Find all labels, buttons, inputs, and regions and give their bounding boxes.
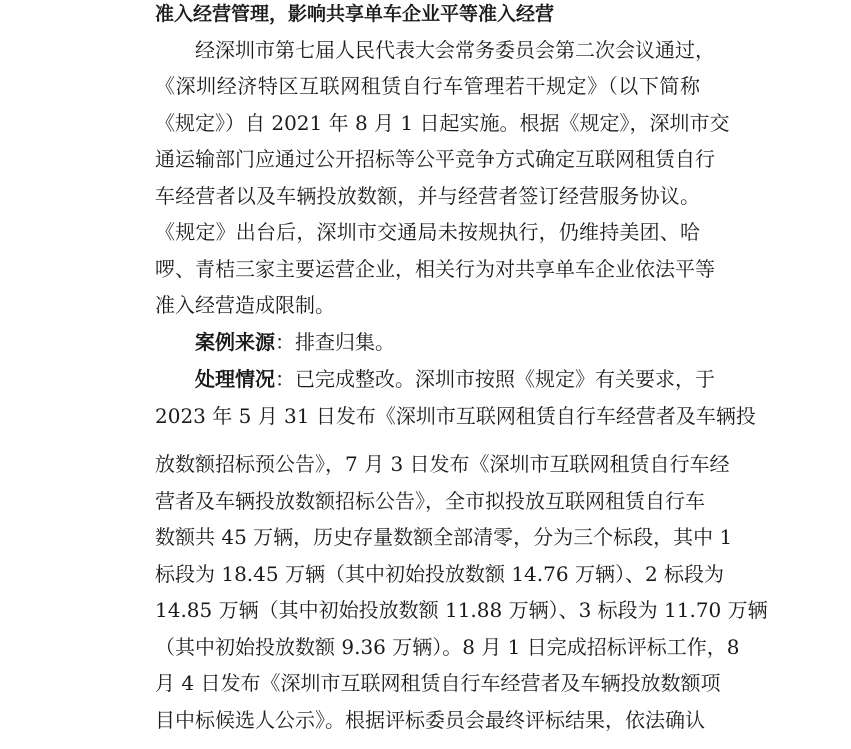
paragraph-line: 标段为 18.45 万辆（其中初始投放数额 14.76 万辆）、2 标段为 [155, 562, 725, 586]
case-source-text: ：排查归集。 [275, 330, 395, 354]
handling-label: 处理情况 [195, 367, 275, 391]
handling-first-line [195, 367, 715, 391]
case-source-label: 案例来源 [195, 330, 275, 354]
paragraph-line: 啰、青桔三家主要运营企业，相关行为对共享单车企业依法平等 [155, 257, 715, 281]
paragraph-line: 通运输部门应通过公开招标等公平竞争方式确定互联网租赁自行 [155, 147, 715, 171]
paragraph-line: 准入经营造成限制。 [155, 293, 335, 317]
handling-first-line-text: ：已完成整改。深圳市按照《规定》有关要求，于 [275, 367, 715, 391]
paragraph-line: 《深圳经济特区互联网租赁自行车管理若干规定》（以下简称 [155, 74, 700, 98]
paragraph-line: 数额共 45 万辆，历史存量数额全部清零，分为三个标段，其中 1 [155, 525, 733, 549]
paragraph-line: 月 4 日发布《深圳市互联网租赁自行车经营者及车辆投放数额项 [155, 671, 721, 695]
paragraph-line: 车经营者以及车辆投放数额，并与经营者签订经营服务协议。 [155, 184, 700, 208]
paragraph-line: 14.85 万辆（其中初始投放数额 11.88 万辆）、3 标段为 11.70 万辆 [155, 598, 768, 622]
paragraph-line: 《规定》）自 2021 年 8 月 1 日起实施。根据《规定》，深圳市交 [155, 111, 730, 135]
paragraph-line: 经深圳市第七届人民代表大会常务委员会第二次会议通过， [195, 38, 715, 62]
paragraph-line: 2023 年 5 月 31 日发布《深圳市互联网租赁自行车经营者及车辆投 [155, 404, 756, 428]
paragraph-line: 放数额招标预公告》，7 月 3 日发布《深圳市互联网租赁自行车经 [155, 452, 730, 476]
paragraph-line: 营者及车辆投放数额招标公告》，全市拟投放互联网租赁自行车 [155, 489, 705, 513]
paragraph-line: 目中标候选人公示》。根据评标委员会最终评标结果，依法确认 [155, 708, 705, 732]
paragraph-line: （其中初始投放数额 9.36 万辆）。8 月 1 日完成招标评标工作，8 [155, 635, 740, 659]
section-heading: 准入经营管理，影响共享单车企业平等准入经营 [155, 3, 555, 25]
case-source-line [195, 330, 700, 354]
paragraph-line: 《规定》出台后，深圳市交通局未按规执行，仍维持美团、哈 [155, 220, 700, 244]
